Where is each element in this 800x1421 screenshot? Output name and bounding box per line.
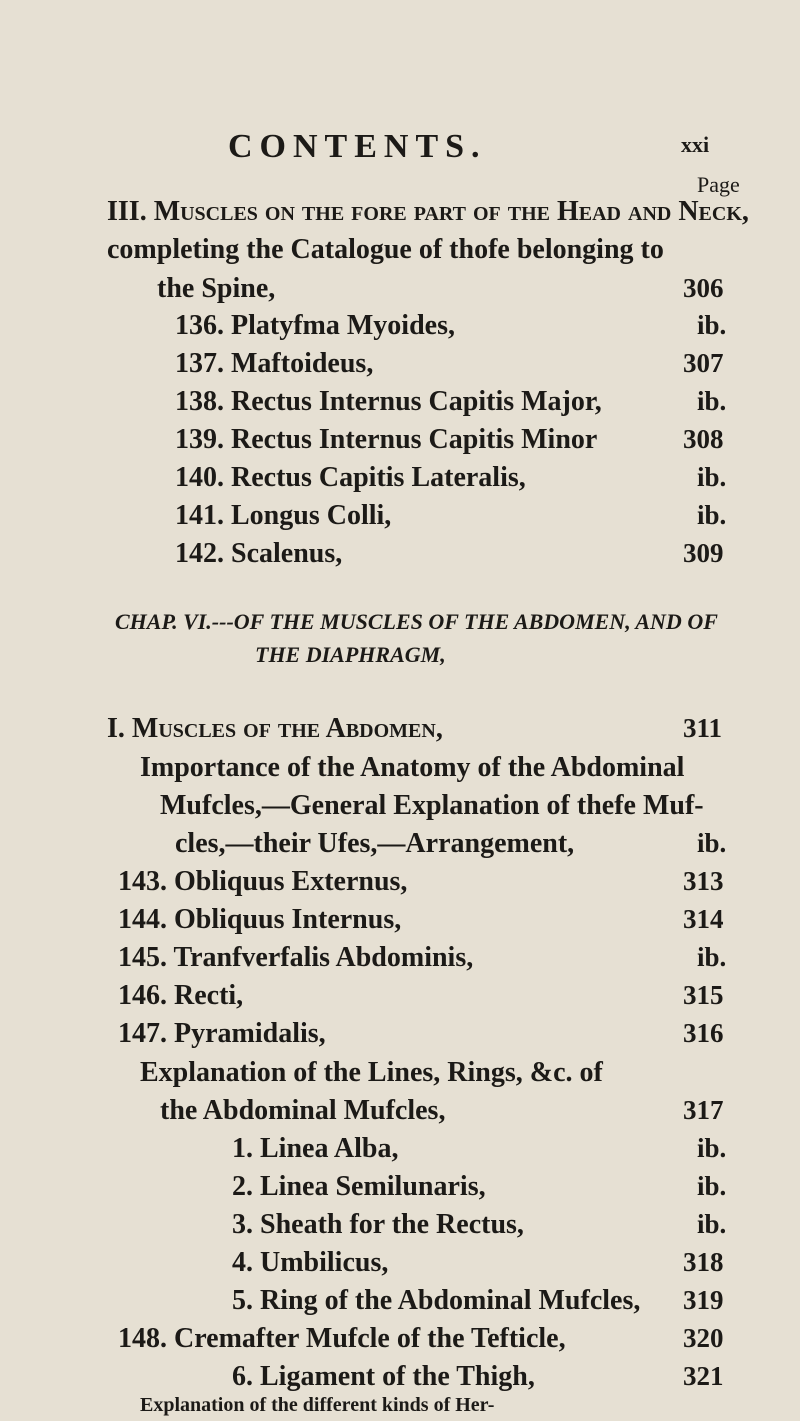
subentry-1-page: ib. (697, 1133, 727, 1163)
toc-page-147: 316 (683, 1018, 724, 1048)
toc-page-142: 309 (683, 538, 724, 568)
chapter-heading-line2: THE DIAPHRAGM, (255, 642, 446, 667)
toc-entry-143: 143. Obliquus Externus, (118, 866, 408, 897)
subentry-1: 1. Linea Alba, (232, 1133, 399, 1164)
hernia-line1: Explanation of the different kinds of Her- (140, 1394, 495, 1416)
section-3-heading-line3: the Spine, (157, 273, 276, 304)
subentry-2: 2. Linea Semilunaris, (232, 1171, 486, 1202)
subentry-2-page: ib. (697, 1171, 727, 1201)
section-1-intro-line1: Importance of the Anatomy of the Abdominal (140, 752, 685, 783)
toc-page-137: 307 (683, 348, 724, 378)
toc-page-143: 313 (683, 866, 724, 896)
toc-entry-146: 146. Recti, (118, 980, 244, 1011)
toc-entry-145: 145. Tranfverfalis Abdominis, (118, 942, 474, 973)
toc-entry-137: 137. Maftoideus, (175, 348, 374, 379)
explanation-page: 317 (683, 1095, 724, 1125)
toc-entry-138: 138. Rectus Internus Capitis Major, (175, 386, 602, 417)
subentry-5: 5. Ring of the Abdominal Mufcles, (232, 1285, 641, 1316)
page-header-title: CONTENTS. (228, 128, 487, 165)
toc-page-144: 314 (683, 904, 724, 934)
subentry-3-page: ib. (697, 1209, 727, 1239)
subentry-4-page: 318 (683, 1247, 724, 1277)
toc-entry-148: 148. Cremafter Mufcle of the Tefticle, (118, 1323, 566, 1354)
toc-entry-136: 136. Platyfma Myoides, (175, 310, 455, 341)
toc-page-145: ib. (697, 942, 727, 972)
section-1-heading: I. Muscles of the Abdomen, (107, 713, 443, 744)
section-1-intro-line3: cles,—their Ufes,—Arrangement, (175, 828, 575, 859)
section-1-heading-page: 311 (683, 713, 723, 743)
subentry-3: 3. Sheath for the Rectus, (232, 1209, 524, 1240)
toc-entry-147: 147. Pyramidalis, (118, 1018, 326, 1049)
page-column-label: Page (697, 172, 740, 197)
subentry-6-page: 321 (683, 1361, 724, 1391)
chapter-heading: CHAP. VI.---OF THE MUSCLES OF THE ABDOMEN, AND OF (115, 609, 718, 634)
toc-page-141: ib. (697, 500, 727, 530)
section-3-heading: III. Muscles on the fore part of the Head and Neck, (107, 196, 749, 227)
section-3-heading-page: 306 (683, 273, 724, 303)
subentry-6: 6. Ligament of the Thigh, (232, 1361, 535, 1392)
explanation-line2: the Abdominal Mufcles, (160, 1095, 446, 1126)
toc-entry-144: 144. Obliquus Internus, (118, 904, 402, 935)
roman-page-number: xxi (681, 132, 710, 157)
toc-page-146: 315 (683, 980, 724, 1010)
section-3-heading-line2: completing the Catalogue of thofe belonging to (107, 234, 664, 265)
toc-entry-141: 141. Longus Colli, (175, 500, 392, 531)
explanation-line1: Explanation of the Lines, Rings, &c. of (140, 1057, 603, 1088)
toc-entry-142: 142. Scalenus, (175, 538, 343, 569)
toc-page-139: 308 (683, 424, 724, 454)
subentry-5-page: 319 (683, 1285, 724, 1315)
toc-page-138: ib. (697, 386, 727, 416)
toc-entry-140: 140. Rectus Capitis Lateralis, (175, 462, 526, 493)
toc-page-136: ib. (697, 310, 727, 340)
section-1-intro-line2: Mufcles,—General Explanation of thefe Muf- (160, 790, 704, 821)
section-1-intro-page: ib. (697, 828, 727, 858)
catchword (560, 1394, 566, 1395)
toc-entry-139: 139. Rectus Internus Capitis Minor (175, 424, 598, 455)
subentry-4: 4. Umbilicus, (232, 1247, 389, 1278)
toc-page-140: ib. (697, 462, 727, 492)
toc-page-148: 320 (683, 1323, 724, 1353)
